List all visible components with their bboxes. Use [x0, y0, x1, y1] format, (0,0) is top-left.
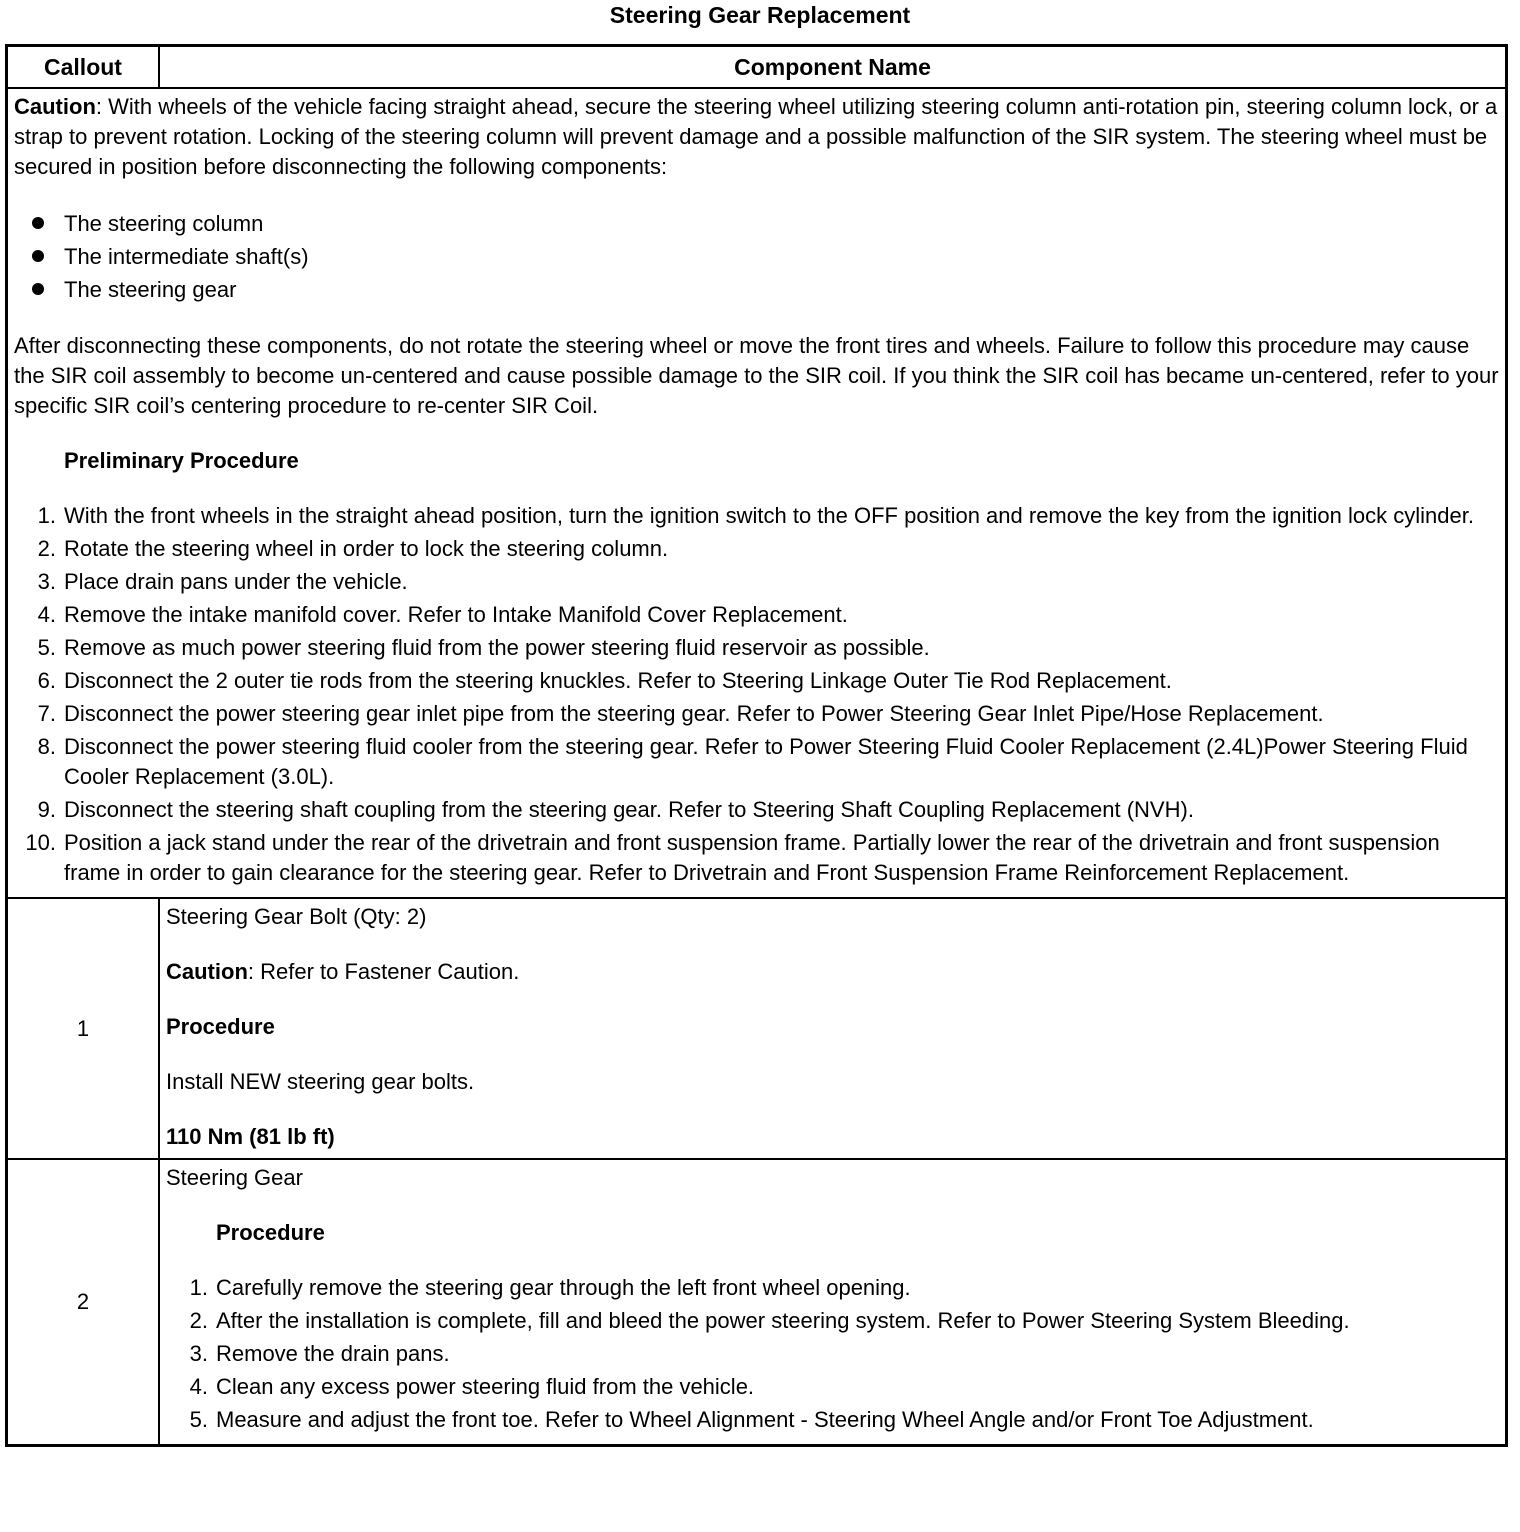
component-cell [159, 1159, 1507, 1446]
bullet-item: The steering gear [14, 273, 1499, 306]
step-number: 7. [37, 701, 56, 726]
procedure-heading: Procedure [166, 1014, 275, 1039]
after-disconnect-text: After disconnecting these components, do not rotate the steering wheel or move the front tires and wheels. Failure to follow this procedure may cause the SIR coil assembly to become un-centered and cause possible damage to the SIR coil. If you think the SIR coil has became un-centered, refer to your specific SIR coil’s centering procedure to re-center SIR Coil. [14, 333, 1499, 418]
procedure-instruction: Install NEW steering gear bolts. [166, 1069, 475, 1094]
table-header-row [7, 46, 1507, 89]
list-item [166, 1306, 1499, 1336]
list-item [14, 600, 1499, 630]
callout-number: 2 [7, 1159, 160, 1446]
step-text: Remove the intake manifold cover. Refer to Intake Manifold Cover Replacement. [64, 602, 848, 627]
step-text: Disconnect the power steering fluid cooler from the steering gear. Refer to Power Steering Fluid Cooler Replacement (2.4L)Power Steering Fluid Cooler Replacement (3.0L). [64, 734, 1468, 789]
list-item [166, 1273, 1499, 1303]
caution-label: Caution [14, 94, 96, 119]
list-item [14, 567, 1499, 597]
list-item [14, 828, 1499, 888]
list-item [14, 699, 1499, 729]
intro-row [7, 88, 1507, 898]
callout-number: 1 [7, 898, 160, 1159]
step-number: 8. [37, 734, 56, 759]
component-name: Steering Gear Bolt (Qty: 2) [166, 904, 427, 929]
step-number: 1. [189, 1275, 208, 1300]
list-item [14, 633, 1499, 663]
step-text: Place drain pans under the vehicle. [64, 569, 408, 594]
list-item [166, 1372, 1499, 1402]
step-text: After the installation is complete, fill and bleed the power steering system. Refer to Power Steering System Bleeding. [216, 1308, 1350, 1333]
table-row [7, 898, 1507, 1159]
caution-text: : Refer to Fastener Caution. [247, 959, 520, 984]
page-title: Steering Gear Replacement [609, 2, 911, 28]
torque-spec: 110 Nm (81 lb ft) [166, 1124, 335, 1149]
step-text: Disconnect the 2 outer tie rods from the steering knuckles. Refer to Steering Linkage Outer Tie Rod Replacement. [64, 668, 1172, 693]
step-number: 3. [189, 1341, 208, 1366]
step-number: 3. [37, 569, 56, 594]
component-bullet-list [14, 207, 1499, 306]
component-cell [159, 898, 1507, 1159]
intro-cell [7, 88, 1507, 898]
step-text: Remove as much power steering fluid from the power steering fluid reservoir as possible. [64, 635, 930, 660]
bullet-item: The steering column [14, 207, 1499, 240]
step-text: Disconnect the steering shaft coupling from the steering gear. Refer to Steering Shaft Coupling Replacement (NVH). [64, 797, 1194, 822]
step-number: 9. [37, 797, 56, 822]
preliminary-steps-list [14, 501, 1499, 888]
step-text: Carefully remove the steering gear through the left front wheel opening. [216, 1275, 911, 1300]
step-number: 5. [189, 1407, 208, 1432]
step-text: Remove the drain pans. [216, 1341, 450, 1366]
list-item [166, 1339, 1499, 1369]
step-number: 1. [37, 503, 56, 528]
step-text: Disconnect the power steering gear inlet pipe from the steering gear. Refer to Power Steering Gear Inlet Pipe/Hose Replacement. [64, 701, 1324, 726]
bullet-item: The intermediate shaft(s) [14, 240, 1499, 273]
step-text: Rotate the steering wheel in order to lock the steering column. [64, 536, 669, 561]
list-item [14, 732, 1499, 792]
component-name: Steering Gear [166, 1165, 303, 1190]
procedure-steps-list [166, 1273, 1499, 1435]
step-number: 4. [37, 602, 56, 627]
list-item [14, 795, 1499, 825]
caution-text: : With wheels of the vehicle facing straight ahead, secure the steering wheel utilizing steering column anti-rotation pin, steering column lock, or a strap to prevent rotation. Locking of the steering column will prevent damage and a possible malfunction of the SIR system. The steering wheel must be secured in position before disconnecting the following components: [14, 94, 1498, 179]
step-text: Position a jack stand under the rear of the drivetrain and front suspension frame. Partially lower the rear of the drivetrain and front suspension frame in order to gain clearance for the steering gear. Refer to Drivetrain and Front Suspension Frame Reinforcement Replacement. [64, 830, 1440, 885]
step-number: 2. [189, 1308, 208, 1333]
table-row [7, 1159, 1507, 1446]
list-item [14, 534, 1499, 564]
step-number: 4. [189, 1374, 208, 1399]
step-text: With the front wheels in the straight ahead position, turn the ignition switch to the OFF position and remove the key from the ignition lock cylinder. [64, 503, 1474, 528]
intro-caution [14, 92, 1499, 182]
step-number: 2. [37, 536, 56, 561]
component-name-header: Component Name [159, 46, 1507, 89]
caution-label: Caution [166, 959, 248, 984]
callout-table [5, 44, 1508, 1447]
step-text: Measure and adjust the front toe. Refer to Wheel Alignment - Steering Wheel Angle and/or Front Toe Adjustment. [216, 1407, 1314, 1432]
step-number: 5. [37, 635, 56, 660]
callout-header: Callout [7, 46, 160, 89]
step-number: 6. [37, 668, 56, 693]
list-item [14, 501, 1499, 531]
step-number: 10. [25, 830, 56, 855]
preliminary-procedure-heading: Preliminary Procedure [64, 448, 299, 473]
list-item [14, 666, 1499, 696]
fastener-caution [166, 957, 1499, 987]
step-text: Clean any excess power steering fluid from the vehicle. [216, 1374, 755, 1399]
list-item [166, 1405, 1499, 1435]
procedure-heading: Procedure [216, 1220, 325, 1245]
